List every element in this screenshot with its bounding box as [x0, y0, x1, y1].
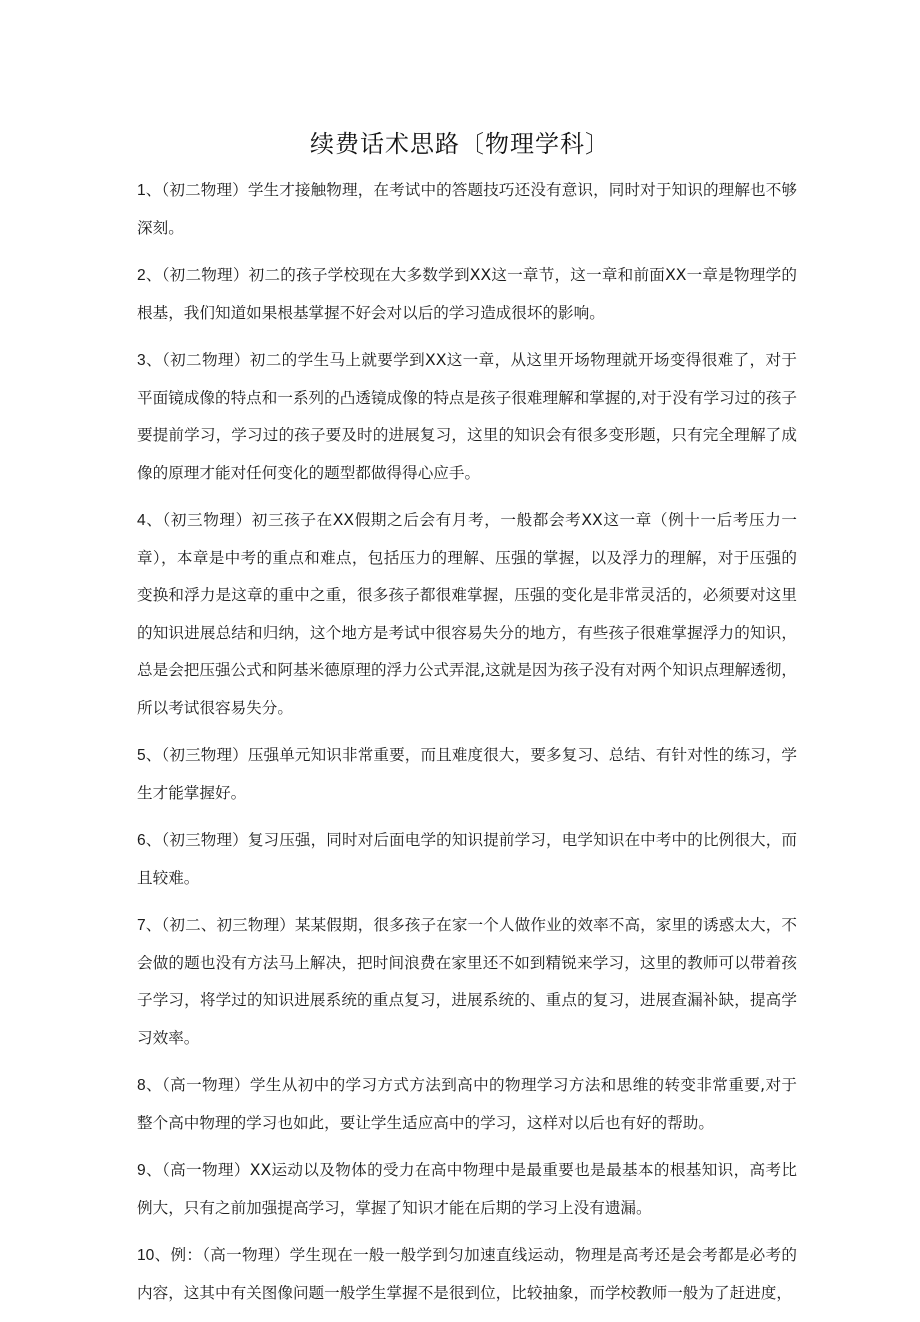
paragraph-text: 、（初三物理）复习压强，同时对后面电学的知识提前学习，电学知识在中考中的比例很大，而且较难。 [137, 831, 797, 887]
paragraph-text: 、（高一物理）学生从初中的学习方式方法到高中的物理学习方法和思维的转变非常重要,对于整个高中物理的学习也如此，要让学生适应高中的学习，这样对以后也有好的帮助。 [137, 1076, 797, 1132]
paragraph-text: 、（初二物理）初二的学生马上就要学到XX这一章，从这里开场物理就开场变得很难了，对于平面镜成像的特点和一系列的凸透镜成像的特点是孩子很难理解和掌握的,对于没有学习过的孩子要提前学习，学习过的孩子要及时的进展复习，这里的知识会有很多变形题，只有完全理解了成像的原理才能对任何变化的题型都做得得心应手。 [137, 351, 797, 482]
document-body [137, 172, 797, 1322]
paragraph-9 [137, 1152, 797, 1227]
paragraph-7 [137, 907, 797, 1057]
paragraph-number: 3 [137, 352, 146, 369]
document-title: 续费话术思路〔物理学科〕 [310, 130, 610, 158]
paragraph-number: 6 [137, 832, 146, 849]
paragraph-8 [137, 1067, 797, 1142]
paragraph-text: 、（初三物理）初三孩子在XX假期之后会有月考，一般都会考XX这一章（例十一后考压力一章），本章是中考的重点和难点，包括压力的理解、压强的掌握，以及浮力的理解，对于压强的变换和浮力是这章的重中之重，很多孩子都很难掌握，压强的变化是非常灵活的，必须要对这里的知识进展总结和归纳，这个地方是考试中很容易失分的地方，有些孩子很难掌握浮力的知识，总是会把压强公式和阿基米德原理的浮力公式弄混,这就是因为孩子没有对两个知识点理解透彻，所以考试很容易失分。 [137, 511, 797, 717]
paragraph-3 [137, 342, 797, 492]
paragraph-5 [137, 737, 797, 812]
paragraph-text: 、（初二物理）学生才接触物理，在考试中的答题技巧还没有意识，同时对于知识的理解也不够深刻。 [137, 181, 797, 237]
paragraph-text: 、（初二、初三物理）某某假期，很多孩子在家一个人做作业的效率不高，家里的诱惑太大，不会做的题也没有方法马上解决，把时间浪费在家里还不如到精锐来学习，这里的教师可以带着孩子学习，将学过的知识进展系统的重点复习，进展系统的、重点的复习，进展查漏补缺，提高学习效率。 [137, 916, 797, 1047]
paragraph-number: 9 [137, 1162, 146, 1179]
paragraph-number: 4 [137, 512, 146, 529]
paragraph-number: 10 [137, 1247, 155, 1264]
paragraph-6 [137, 822, 797, 897]
paragraph-number: 5 [137, 747, 146, 764]
paragraph-4 [137, 502, 797, 727]
paragraph-number: 2 [137, 267, 146, 284]
paragraph-1 [137, 172, 797, 247]
paragraph-text: 、（初二物理）初二的孩子学校现在大多数学到XX这一章节，这一章和前面XX一章是物理学的根基，我们知道如果根基掌握不好会对以后的学习造成很坏的影响。 [137, 266, 797, 322]
paragraph-text: 、例：（高一物理）学生现在一般一般学到匀加速直线运动，物理是高考还是会考都是必考的内容，这其中有关图像问题一般学生掌握不是很到位，比较抽象，而学校教师一般为了赶进度， [137, 1246, 797, 1302]
paragraph-2 [137, 257, 797, 332]
paragraph-number: 7 [137, 917, 146, 934]
paragraph-text: 、（初三物理）压强单元知识非常重要，而且难度很大，要多复习、总结、有针对性的练习，学生才能掌握好。 [137, 746, 797, 802]
paragraph-text: 、（高一物理）XX运动以及物体的受力在高中物理中是最重要也是最基本的根基知识，高考比例大，只有之前加强提高学习，掌握了知识才能在后期的学习上没有遗漏。 [137, 1161, 797, 1217]
paragraph-number: 8 [137, 1077, 146, 1094]
paragraph-number: 1 [137, 182, 146, 199]
